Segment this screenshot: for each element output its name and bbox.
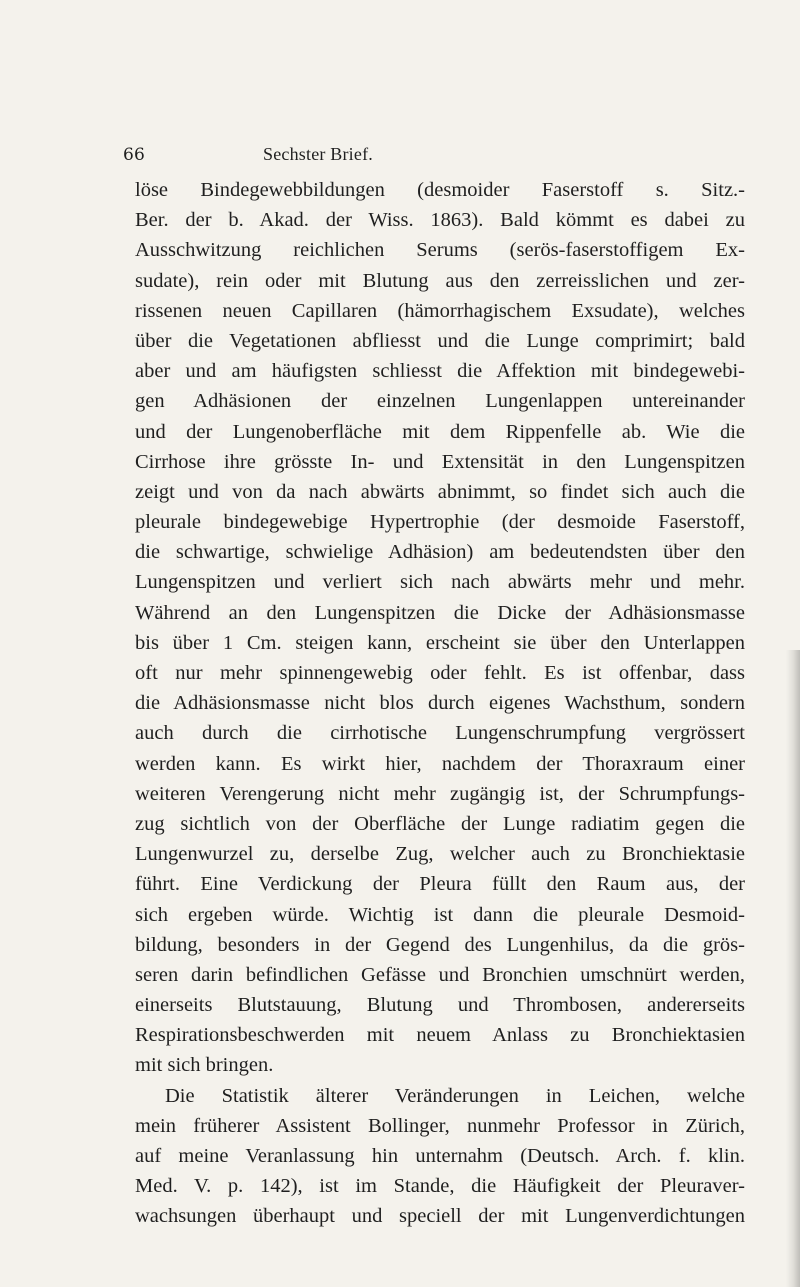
text-line-30: mit sich bringen. [135, 1054, 274, 1077]
text-line-8: gen Adhäsionen der einzelnen Lungenlappen untereinander [135, 390, 745, 413]
text-line-15: Während an den Lungenspitzen die Dicke der Adhäsionsmasse [135, 601, 745, 624]
text-line-29: Respirationsbeschwerden mit neuem Anlass zu Bronchiektasien [135, 1024, 745, 1047]
text-line-11: zeigt und von da nach abwärts abnimmt, so findet sich auch die [135, 480, 745, 503]
text-line-24: führt. Eine Verdickung der Pleura füllt den Raum aus, der [135, 873, 745, 896]
text-line-17: oft nur mehr spinnengewebig oder fehlt. Es ist offenbar, dass [135, 662, 745, 684]
text-line-25: sich ergeben würde. Wichtig ist dann die pleurale Desmoid- [135, 903, 745, 926]
body-text [135, 175, 745, 1232]
text-line-4: sudate), rein oder mit Blutung aus den zerreisslichen und zer- [135, 269, 745, 292]
text-line-20: werden kann. Es wirkt hier, nachdem der Thoraxraum einer [135, 752, 745, 775]
text-line-2: Ber. der b. Akad. der Wiss. 1863). Bald kömmt es dabei zu [135, 209, 745, 232]
text-line-31: Die Statistik älterer Veränderungen in Leichen, welche [165, 1084, 745, 1107]
text-line-5: rissenen neuen Capillaren (hämorrhagischem Exsudate), welches [135, 299, 745, 322]
running-head [123, 143, 373, 166]
text-line-7: aber und am häufigsten schliesst die Affektion mit bindegewebi- [135, 360, 745, 383]
chapter-title: Sechster Brief. [263, 144, 373, 164]
text-line-35: wachsungen überhaupt und speciell der mit Lungenverdichtungen [135, 1205, 745, 1228]
text-line-9: und der Lungenoberfläche mit dem Rippenfelle ab. Wie die [135, 420, 745, 443]
text-line-23: Lungenwurzel zu, derselbe Zug, welcher auch zu Bronchiektasie [135, 843, 745, 866]
text-line-34: Med. V. p. 142), ist im Stande, die Häufigkeit der Pleuraver- [135, 1175, 745, 1198]
text-line-19: auch durch die cirrhotische Lungenschrumpfung vergrössert [135, 722, 745, 745]
text-line-1: löse Bindegewebbildungen (desmoider Faserstoff s. Sitz.- [135, 179, 745, 201]
text-line-27: seren darin befindlichen Gefässe und Bronchien umschnürt werden, [135, 963, 745, 986]
page-number: 66 [123, 145, 146, 165]
text-line-18: die Adhäsionsmasse nicht blos durch eigenes Wachsthum, sondern [135, 692, 745, 715]
text-line-14: Lungenspitzen und verliert sich nach abwärts mehr und mehr. [135, 571, 745, 594]
text-line-13: die schwartige, schwielige Adhäsion) am bedeutendsten über den [135, 541, 745, 564]
text-line-12: pleurale bindegewebige Hypertrophie (der desmoide Faserstoff, [135, 511, 745, 534]
text-line-16: bis über 1 Cm. steigen kann, erscheint sie über den Unterlappen [135, 631, 745, 654]
text-line-26: bildung, besonders in der Gegend des Lungenhilus, da die grös- [135, 933, 745, 956]
text-line-21: weiteren Verengerung nicht mehr zugängig ist, der Schrumpfungs- [135, 782, 745, 805]
text-line-33: auf meine Veranlassung hin unternahm (Deutsch. Arch. f. klin. [135, 1145, 745, 1167]
text-line-6: über die Vegetationen abfliesst und die Lunge comprimirt; bald [135, 329, 745, 352]
page-edge-shadow [786, 650, 800, 1287]
text-line-32: mein früherer Assistent Bollinger, nunmehr Professor in Zürich, [135, 1114, 745, 1137]
text-line-28: einerseits Blutstauung, Blutung und Thrombosen, andererseits [135, 994, 745, 1017]
text-line-22: zug sichtlich von der Oberfläche der Lunge radiatim gegen die [135, 812, 745, 835]
text-line-10: Cirrhose ihre grösste In- und Extensität in den Lungenspitzen [135, 450, 745, 473]
text-line-3: Ausschwitzung reichlichen Serums (serös-faserstoffigem Ex- [135, 239, 745, 262]
